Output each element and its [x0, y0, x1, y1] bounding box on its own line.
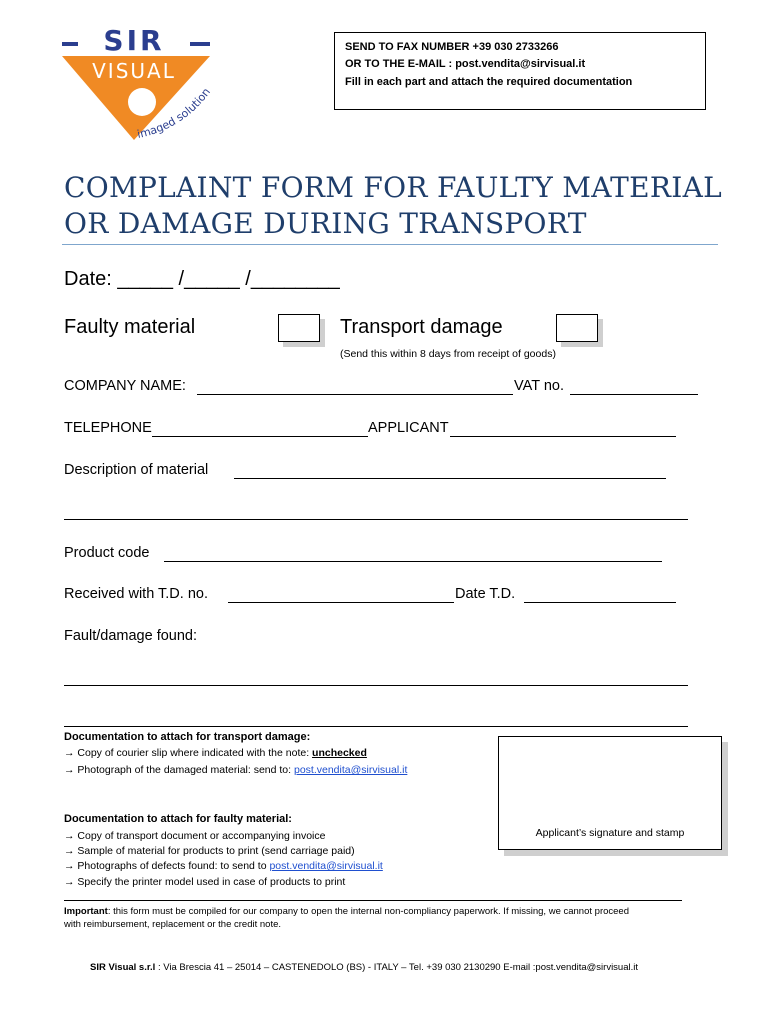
faulty-docs-item-2: → Sample of material for products to print (send carriage paid)	[64, 845, 355, 857]
received-td-field[interactable]	[228, 602, 454, 603]
title-divider	[62, 244, 718, 245]
date-td-field[interactable]	[524, 602, 676, 603]
title-line-2: OR DAMAGE DURING TRANSPORT	[64, 207, 587, 240]
faulty-material-checkbox[interactable]	[278, 314, 320, 342]
logo-brand-top: SIR	[103, 28, 165, 57]
page-title	[64, 170, 724, 242]
company-name-label: COMPANY NAME:	[64, 378, 186, 394]
transport-deadline-note: (Send this within 8 days from receipt of goods)	[340, 348, 556, 360]
signature-stamp-label: Applicant’s signature and stamp	[535, 827, 685, 839]
description-label: Description of material	[64, 462, 209, 478]
applicant-field[interactable]	[450, 436, 676, 437]
transport-docs-item-2-text: → Photograph of the damaged material: send to:	[64, 764, 294, 776]
unchecked-emphasis: unchecked	[312, 747, 367, 759]
description-field[interactable]	[234, 478, 666, 479]
fax-number-text: SEND TO FAX NUMBER +39 030 2733266	[345, 41, 559, 53]
transport-docs-item-1-text: → Copy of courier slip where indicated with the note:	[64, 747, 313, 759]
footer-address: : Via Brescia 41 – 25014 – CASTENEDOLO (BS) - ITALY – Tel. +39 030 2130290 E-mail :post.vendita@sirvisual.it	[155, 962, 638, 973]
email-link-faulty[interactable]: post.vendita@sirvisual.it	[269, 860, 383, 872]
transport-docs-item-2	[64, 764, 407, 776]
title-line-1: COMPLAINT FORM FOR FAULTY MATERIAL	[64, 171, 723, 204]
fax-instructions-box	[334, 32, 706, 110]
important-separator	[64, 900, 682, 901]
transport-damage-label: Transport damage	[340, 316, 503, 338]
telephone-field[interactable]	[152, 436, 368, 437]
fault-damage-label: Fault/damage found:	[64, 628, 198, 644]
sir-visual-logo-graphic	[60, 28, 230, 148]
company-name-field[interactable]	[197, 394, 513, 395]
received-td-label: Received with T.D. no.	[64, 586, 208, 602]
important-text: : this form must be compiled for our company to open the internal non-compliancy paperwork. If missing, we cannot proceed	[107, 906, 629, 917]
fault-damage-field-1[interactable]	[64, 685, 688, 686]
vat-label: VAT no.	[514, 378, 564, 394]
product-code-label: Product code	[64, 545, 150, 561]
faulty-docs-item-3-text: → Photographs of defects found: to send to	[64, 860, 270, 872]
faulty-docs-heading: Documentation to attach for faulty material:	[64, 813, 292, 825]
faulty-docs-item-4: → Specify the printer model used in case of products to print	[64, 876, 346, 888]
telephone-label: TELEPHONE	[64, 420, 152, 436]
applicant-label: APPLICANT	[368, 420, 449, 436]
product-code-field[interactable]	[164, 561, 662, 562]
faulty-docs-item-1: → Copy of transport document or accompanying invoice	[64, 830, 326, 842]
fill-instruction-text: Fill in each part and attach the required documentation	[345, 76, 633, 88]
vat-field[interactable]	[570, 394, 698, 395]
fault-damage-field-2[interactable]	[64, 726, 688, 727]
logo-tagline: imaged solution	[136, 85, 213, 141]
important-note	[64, 906, 714, 917]
date-field-label[interactable]: Date: _____ /_____ /________	[64, 268, 340, 290]
faulty-material-label: Faulty material	[64, 316, 196, 338]
email-instruction-text: OR TO THE E-MAIL : post.vendita@sirvisual.it	[345, 58, 586, 70]
transport-docs-heading: Documentation to attach for transport damage:	[64, 731, 311, 743]
signature-stamp-box[interactable]	[498, 736, 722, 850]
footer-company: SIR Visual s.r.l	[90, 962, 156, 973]
logo-brand-bottom: VISUAL	[92, 59, 176, 83]
transport-docs-item-1	[64, 747, 367, 759]
email-link-transport[interactable]: post.vendita@sirvisual.it	[293, 764, 408, 776]
footer-contact	[90, 962, 638, 973]
description-field-continued[interactable]	[64, 519, 688, 520]
date-td-label: Date T.D.	[455, 586, 516, 602]
company-logo	[60, 28, 230, 148]
important-note-line-2: with reimbursement, replacement or the credit note.	[64, 919, 282, 930]
important-label: Important	[64, 906, 108, 917]
transport-damage-checkbox[interactable]	[556, 314, 598, 342]
faulty-docs-item-3	[64, 860, 383, 872]
